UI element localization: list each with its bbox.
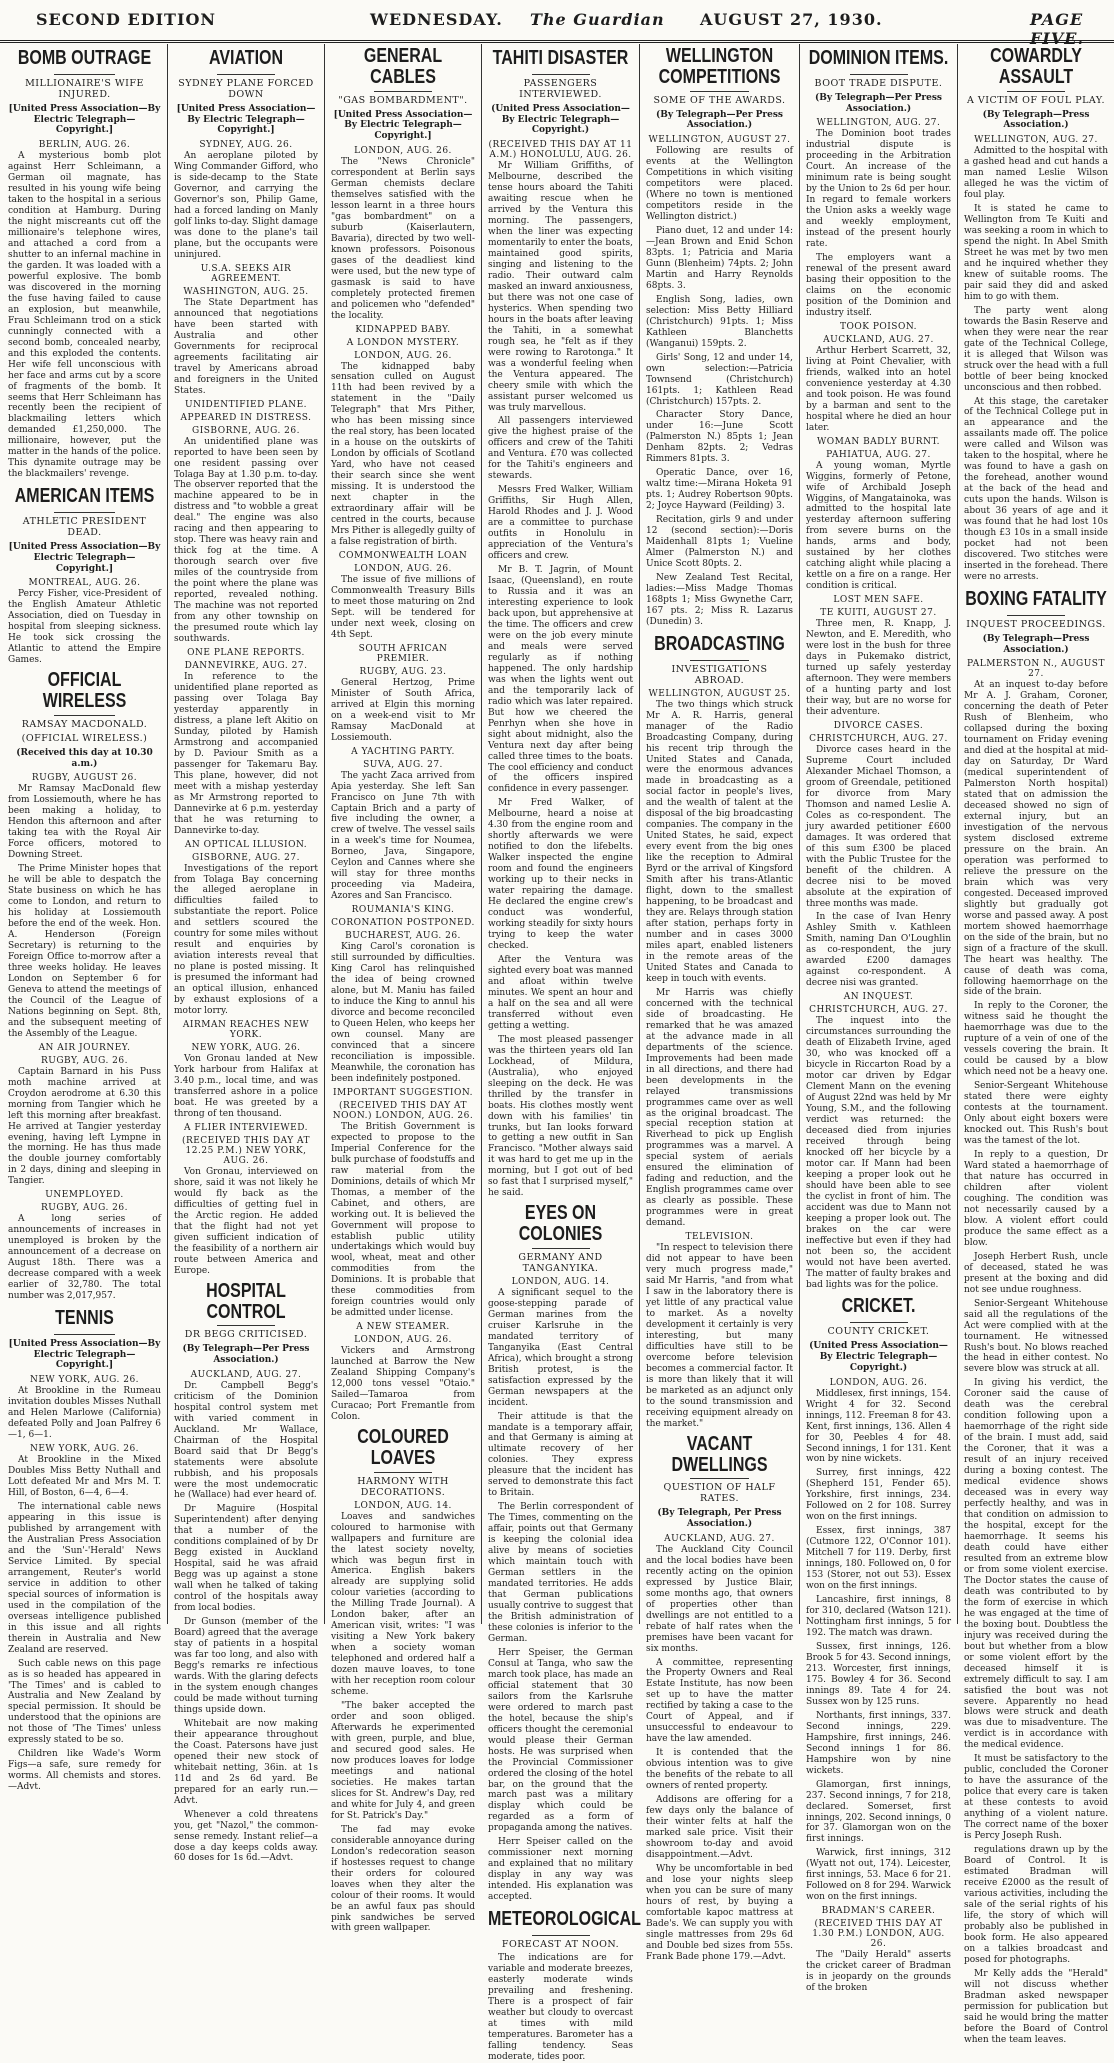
article-subhead: GERMANY AND TANGANYIKA. [518, 1251, 603, 1274]
article-paragraph: The fad may evoke considerable annoyance during London's redecoration season if hostesses request to change their orders for coloured loaves when they alter the colour of their rooms. It would be an awful faux pas should pink sandwiches be served with green wallpaper. [331, 1824, 475, 1934]
article-paragraph: Percy Fisher, vice-President of the English Amateur Athletic Association, died on Tuesday in hospital from sleeping sickness. He took sick crossing the Atlantic to attend the Empire Games. [8, 589, 161, 666]
dateline: TE KUITI, AUGUST 27. [820, 608, 937, 619]
article-headline: BROADCASTING [654, 633, 785, 655]
article-paragraph: Sussex, first innings, 126. Brook 5 for 43. Second innings, 213. Worcester, first innings, 175. Bowley 4 for 36. Second innings 89. Tate 4 for 24. Sussex won by 125 runs. [806, 1641, 951, 1707]
article-paragraph: Senior-Sergeant Whitehouse stated there were eighty contests at the tournament. Only about eight boxers were knocked out. This Rush's bout was the tamest of the lot. [964, 1081, 1108, 1147]
article-paragraph: The Dominion boot trades industrial dispute is proceeding in the Arbitration Court. An increase of the minimum rate is being sought by the Union to 2s 6d per hour. In regard to female workers the Union asks a weekly wage and weekly employment, instead of the present hourly rate. [806, 129, 951, 250]
article-paragraph: Children like Wade's Worm Figs—a safe, sure remedy for worms. All chemists and stores.—Advt. [8, 1749, 161, 1793]
dateline: GISBORNE, AUG. 26. [192, 425, 300, 436]
article [8, 669, 161, 1302]
article-paragraph: Mr Kelly adds the "Herald" will not discuss whether Bradman asked newspaper permission for publication but said he would bring the matter before the Board of Control when the team leaves. [964, 1968, 1108, 2045]
masthead [0, 0, 1114, 48]
article [964, 45, 1108, 583]
dateline: LONDON, AUG. 26. [354, 563, 452, 574]
article-paragraph: Warwick, first innings, 312 (Wyatt not out, 174). Leicester, first innings, 53. Mace 6 for 21. Followed on 8 for 294. Warwick won on the first innings. [806, 1848, 951, 1903]
wire-credit: (United Press Association—By Electric Telegraph—Copyright.) [809, 1341, 948, 1373]
dateline: LONDON, AUG. 26. [354, 1335, 452, 1346]
paper-title: The Guardian [530, 10, 665, 29]
dateline: AN AIR JOURNEY. [38, 1042, 131, 1053]
article-paragraph: Their attitude is that the mandate is a temporary affair, and that Germany is aiming at ultimate recovery of her colonies. They express pleasure that the incident has served to demonstrate this fact to Britain. [488, 1411, 633, 1499]
article-paragraph: The two things which struck Mr A. R. Harris, general manager of the Radio Broadcasting Company, during his recent trip through the United States and Canada, were the enormous advances made in broadcasting as a social factor in people's lives, and the wealth of talent at the disposal of the big broadcasting companies. The company in the United States, he said, expect every event from the big ones like the reception to Admiral Byrd or the arrival of Kingsford Smith after his trans-Atlantic flight, down to the smallest happening, to be broadcast and they are. Relays through station after station, perhaps forty in number and in cases 3000 miles apart, enabled listeners in the remote areas of the United States and Canada to keep in touch with events. [646, 699, 793, 984]
article [488, 1202, 633, 1903]
dateline: SYDNEY, AUG. 26. [199, 140, 293, 151]
article-paragraph: Character Story Dance, under 16:—June Scott (Palmerston N.) 85pts 1; Jean Denham 82pts. 2; Vedras Rimmers 81pts. 3. [646, 410, 793, 465]
article-subhead: BOOT TRADE DISPUTE. [814, 77, 943, 89]
column-5 [640, 44, 800, 1962]
article [174, 48, 318, 1277]
dateline: LOST MEN SAFE. [833, 595, 924, 606]
article-subhead: PASSENGERS INTERVIEWED. [519, 77, 602, 100]
article [488, 1908, 641, 2062]
dateline: APPEARED IN DISTRESS. [180, 412, 312, 423]
article [806, 48, 951, 1290]
article-paragraph: Vickers and Armstrong launched at Barrow the New Zealand Shipping Company's 12,000 tons vessel "Otaio." Sailed—Tamaroa from Curacao; Port Fremantle from Colon. [331, 1346, 475, 1423]
article [646, 45, 793, 628]
article-paragraph: Von Gronau, interviewed on shore, said it was not likely he would fly back as the difficulties of getting fuel in the Arctic region. He added that the flight had not yet given sufficient indication of the feasibility of a northern air route between America and Europe. [174, 1166, 318, 1276]
article-paragraph: The indications are for variable and moderate breezes, easterly moderate winds prevailing and freshening. There is a prospect of fair weather but cloudy to overcast at times with mild temperatures. Barometer has a falling tendency. Seas moderate, tides poor. [488, 1952, 633, 2062]
dateline: ONE PLANE REPORTS. [187, 648, 305, 658]
article-paragraph: In giving his verdict, the Coroner said the cause of death was the cerebral condition following upon a haemorrhage of the right side of the brain. I must add, said the Coroner, that it was a result of an injury received during a boxing contest. The medical evidence shows deceased was in every way perfectly healthy, and was in that condition on admission to the hospital, except for the haemorrhage. It seems his death could have either resulted from an extreme blow or from some violent exercise. The Doctor states the cause of death was contributed to by the form of exercise in which he was engaged at the time of the boxing bout. Doubtless the injury was received during the bout but whether from a blow or some violent effort by the deceased himself it is extremely difficult to say. I am satisfied the bout was not severe. Apparently no head blows were struck and death was due to misadventure. The verdict is in accordance with the medical evidence. [964, 1378, 1108, 1751]
article-paragraph: Surrey, first innings, 422 (Shepherd 151, Fender 65). Yorkshire, first innings, 234. Followed on 2 for 108. Surrey won on the first innings. [806, 1468, 951, 1523]
dateline: LONDON, AUG. 14. [354, 1500, 452, 1511]
article-paragraph: Middlesex, first innings, 154. Wright 4 for 32. Second innings, 112. Freeman 8 for 43. Kent, first innings, 136. Allen 4 for 30, Peebles 4 for 48. Second innings, 1 for 131. Kent won by nine wickets. [806, 1388, 951, 1465]
wire-credit: (Received this day at 10.30 a.m.) [16, 747, 153, 769]
wire-credit: (By Telegraph—Press Association.) [982, 633, 1090, 655]
wire-credit: (By Telegraph, Per Press Association.) [657, 1508, 782, 1530]
headline-rule [54, 74, 115, 75]
article-paragraph: Arthur Herbert Scarrett, 32, living at Point Chevalier, with friends, walked into an hotel convenience yesterday at 4.30 and took poison. He was found by a barman and sent to the hospital where he died an hour later. [806, 345, 951, 433]
article-subhead: A VICTIM OF FOUL PLAY. [967, 94, 1105, 106]
dateline: UNIDENTIFIED PLANE. [184, 399, 308, 410]
article-paragraph: General Hertzog, Prime Minister of South Africa, arrived at Elgin this morning on a week-end visit to Mr Ramsay MacDonald at Lossiemouth. [331, 677, 475, 743]
article-paragraph: An unidentified plane was reported to have been seen by one resident passing over Tolaga Bay at 1.30 p.m. to-day. The observer reported that the machine appeared to be in distress and "to wobble a great deal." The engine was also racing and then appearing to stop. There was heavy rain and thick fog at the time. A thorough search over five miles of the countryside from the point where the plane was reported, revealed nothing. The machine was not reported from any other township on the presumed route which lay southwards. [174, 436, 318, 645]
column-3 [325, 44, 482, 1934]
article-paragraph: In reply to a question, Dr Ward stated a haemorrhage of that nature has occurred in children after violent coughing. The condition was not necessarily caused by a blow. A violent effort could produce the same effect as a blow. [964, 1150, 1108, 1248]
article-paragraph: regulations drawn up by the Board of Control. It is estimated Bradman will receive £2000 as the result of various activities, including the sale of the serial rights of his life, the story of which will probably also be published in book form. He also appeared on a talkies broadcast and posed for photographs. [964, 1845, 1108, 1965]
article-headline: AVIATION [208, 47, 284, 69]
article-subhead: FORECAST AT NOON. [501, 1938, 620, 1950]
dateline: A LONDON MYSTERY. [346, 337, 460, 348]
issue-date: AUGUST 27, 1930. [700, 10, 883, 29]
article-paragraph: King Carol's coronation is still surrounded by difficulties. King Carol has relinquished the idea of being crowned alone, but M. Maniu has failed to induce the King to annul his divorce and become reconciled to Queen Helen, who keeps her own counsel. Many are convinced that a sincere reconciliation is impossible. Meanwhile, the coronation has been indefinitely postponed. [331, 942, 475, 1084]
article-paragraph: Herr Speiser, the German Consul at Tanga, who saw the march took place, has made an official statement that 30 sailors from the Karlsruhe were ordered to march past the hotel, because the ship's officers thought the ceremonial would please their German hosts. He was surprised when the Provincial Commissioner ordered the closing of the hotel bar, on the ground that the march past was a military display which could be regarded as a form of propaganda among the natives. [488, 1647, 633, 1834]
headline-rule [532, 1935, 590, 1936]
article-headline: TENNIS [55, 1307, 114, 1329]
dateline: PAHIATUA, AUG. 27. [826, 449, 931, 460]
article-paragraph: Mr Harris was chiefly concerned with the technical side of broadcasting. He remarked that he was amazed at the advance made in all departments of the science. Improvements had been made in all directions, and there had been developments in the relayed transmissions programmes came over as well as the original broadcast. The special reception station at Riverhead to pick up English programmes was a marvel. A special system of aerials ensured the elimination of fading and reduction, and the English programmes came over as clearly as possible. These programmes were in great demand. [646, 987, 793, 1229]
dateline: (RECEIVED THIS DAY AT 1.30 P.M.) LONDON, AUG. 26. [812, 1919, 945, 1950]
dateline: RUGBY, AUG. 26. [41, 1203, 128, 1214]
article-headline: HOSPITAL CONTROL [206, 1280, 286, 1323]
article-headline: COLOURED LOAVES [357, 1426, 449, 1469]
headline-rule [690, 660, 749, 661]
article-paragraph: Von Gronau landed at New York harbour from Halifax at 3.40 p.m., local time, and was transferred ashore in a police boat. He was greeted by a throng of ten thousand. [174, 1054, 318, 1119]
article-paragraph: The Auckland City Council and the local bodies have been recently acting on the opinion expressed by Justice Blair, some months ago, that owners of properties other than dwellings are not entitled to a rebate of half rates when the premises have been vacant for six months. [646, 1544, 793, 1654]
dateline: WELLINGTON, AUGUST 27. [648, 135, 791, 146]
dateline: TOOK POISON. [839, 321, 918, 332]
article [806, 1296, 951, 1994]
article [488, 48, 633, 1199]
article-paragraph: Following are results of events at the Wellington Competitions in which visiting competitors were placed. (Where no town is mentioned competitors reside in the Wellington district.) [646, 146, 793, 222]
article-paragraph: The issue of five millions of Commonwealth Treasury Bills to meet those maturing on 2nd Sept. will be tendered for under next week, closing on 4th Sept. [331, 574, 475, 640]
article-headline: WELLINGTON COMPETITIONS [658, 45, 781, 88]
column-4 [482, 44, 641, 2062]
article-paragraph: The most pleased passenger was the thirteen years old Ian Lockhead, of Mildura, (Australia), who enjoyed sleeping on the deck. He was thrilled by the transfer in boats. His clothes mostly went down with his families' tin trunks, but Ian looks forward to getting a new outfit in San Francisco. "Mother always said it was hard to get me up in the morning, but I got out of bed so fast that I surprised myself," he said. [488, 1034, 633, 1199]
article-paragraph: The international cable news appearing in this issue is published by arrangement with the Australian Press Association and the 'Sun'-'Herald' News Service Limited. By special arrangement, Reuter's world service in addition to other special sources of information is used in the compilation of the overseas intelligence published in this issue and all rights therein in Australia and New Zealand are reserved. [8, 1502, 161, 1655]
dateline: CORONATION POSTPONED. [331, 918, 475, 929]
article-paragraph: Herr Speiser called on the commissioner next morning and explained that no military display in any way was intended. His explanation was accepted. [488, 1837, 633, 1903]
article-paragraph: Why be uncomfortable in bed and lose your nights sleep when you can be sure of many hours of rest, by buying a comfortable kapoc mattress at Bade's. We can supply you with single mattresses from 29s 6d and Double bed sizes from 55s. Frank Bade phone 179.—Advt. [646, 1863, 793, 1962]
dateline: TELEVISION. [685, 1232, 754, 1243]
dateline: A YACHTING PARTY. [351, 746, 455, 757]
article-paragraph: In reply to the Coroner, the witness said he thought the haemorrhage was due to the rupture of a vein of one of the vessels covering the brain. It could be caused by a blow which need not be a heavy one. [964, 1001, 1108, 1078]
page-number: PAGE FIVE. [1030, 10, 1085, 48]
dateline: WELLINGTON, AUGUST 25. [648, 688, 791, 699]
article-paragraph: In reference to the unidentified plane reported as passing over Tolaga Bay yesterday apparently in distress, a plane left Akitio on Sunday, piloted by Hamish Armstrong and accompanied by D. Paviour Smith as a passenger for Takemaru Bay. This plane, however, did not meet with a mishap yesterday as Mr Armstrong reported to Dannevirke at 6 p.m. yesterday that he was returning to Dannevirke to-day. [174, 672, 318, 836]
dateline: NEW YORK, AUG. 26. [29, 1375, 140, 1386]
article-headline: DOMINION ITEMS. [808, 47, 949, 69]
article-paragraph: At Brookline in the Rumeau invitation doubles Misses Nuthall and Helen Marlowe (California) defeated Polly and Joan Palfrey 6—1, 6—1. [8, 1386, 161, 1441]
dateline: RUGBY, AUG. 23. [359, 666, 447, 677]
article-paragraph: Recitation, girls 9 and under 12 (second section):—Doris Maidenhall 81pts 1; Vueline Almer (Palmerston N.) and Unice Scott 80pts. 2. [646, 515, 793, 570]
article-paragraph: Whenever a cold threatens you, get "Nazol," the common-sense remedy. Instant relief—a dose a day keeps colds away. 60 doses for 1s 6d.—Advt. [174, 1809, 318, 1864]
edition-label: SECOND EDITION [36, 10, 216, 29]
dateline: WELLINGTON, AUG. 27. [974, 135, 1098, 146]
article [331, 1426, 475, 1934]
article-paragraph: Whitebait are now making their appearance throughout the Coast. Patersons have just opened their new stock of whitebait netting, 36in. at 1s 11d and 2s 6d yard. Be prepared for an early run.—Advt. [174, 1718, 318, 1806]
dateline: DIVORCE CASES. [833, 720, 924, 731]
article-subhead: "GAS BOMBARDMENT". [338, 94, 468, 106]
dateline: RUGBY, AUG. 26. [41, 1055, 128, 1066]
article-headline: GENERAL CABLES [363, 45, 443, 88]
dateline: KIDNAPPED BABY. [355, 324, 451, 335]
article-paragraph: Messrs Fred Walker, William Griffiths, Sir Hugh Allen, Harold Rhodes and J. J. Wood are a committee to purchase outfits in Honolulu in appreciation of the Ventura's officers and crew. [488, 485, 633, 562]
dateline: U.S.A. SEEKS AIR AGREEMENT. [200, 263, 292, 284]
column-6 [800, 44, 958, 1994]
headline-rule [850, 1322, 908, 1323]
article-paragraph: The yacht Zaca arrived from Apia yesterday. She left San Francisco on June 7th with Captain Brich and a party of five including the owner, a crew of twelve. The vessel sails in a week's time for Noumea, Borneo, Java, Singapore, Ceylon and Cannes where she will stay for three months proceeding via Madeira, Azores and San Francisco. [331, 770, 475, 902]
wire-credit: (By Telegraph—Per Press Association.) [656, 109, 783, 131]
dateline: AIRMAN REACHES NEW YORK. [182, 1020, 310, 1041]
dateline: RUGBY, AUGUST 26. [31, 773, 138, 784]
headline-rule [850, 74, 908, 75]
article-paragraph: The inquest into the circumstances surrounding the death of Elizabeth Irvine, aged 30, who was knocked off a bicycle in Riccarton Road by a motor car driven by Edgar Clement Mann on the evening of August 22nd was held by Mr Young, S.M., and the following verdict was returned: the deceased died from injuries received through being knocked off her bicycle by a motor car. If Mann had been keeping a proper look out he should have been able to see the cyclist in front of him. The accident was due to Mann not keeping a proper look out. The brakes on the car were ineffective but even if they had not been so, the accident would not have been averted. The matter of faulty brakes and bad lights was for the police. [806, 1016, 951, 1290]
dateline: WASHINGTON, AUG. 25. [183, 286, 309, 297]
article-subhead: COUNTY CRICKET. [827, 1326, 930, 1338]
article-headline: BOMB OUTRAGE [17, 47, 152, 69]
dateline: CHRISTCHURCH, AUG. 27. [809, 733, 948, 744]
article-paragraph: The party went along towards the Basin Reserve and when they were near the rear gate of the Technical College, it is alleged that Wilson was struck over the head with a full bottle of beer being knocked unconscious and then robbed. [964, 305, 1108, 393]
article-paragraph: Dr Gunson (member of the Board) agreed that the average stay of patients in a hospital was far too long, and also with Begg's remarks re infectious wards. With the glaring defects in the system enough changes could be made without turning things upside down. [174, 1617, 318, 1715]
article-subhead: SYDNEY PLANE FORCED DOWN [178, 77, 314, 100]
article-headline: OFFICIAL WIRELESS [42, 669, 127, 713]
dateline: NEW YORK, AUG. 26. [29, 1444, 140, 1455]
article-paragraph: The Prime Minister hopes that he will be able to despatch the State business on which he has come to London, and return to his holiday at Lossiemouth before the end of the week. Hon. A. Henderson (Foreign Secretary) is returning to the Foreign Office to-morrow after a three weeks holiday. He leaves London on September 6 for Geneva to attend the meetings of the Council of the League of Nations beginning on Sept. 8th, and the subsequent meeting of the Assembly of the League. [8, 864, 161, 1039]
article [331, 45, 475, 1423]
article-subhead: (OFFICIAL WIRELESS.) [21, 732, 148, 744]
article-headline: METEOROLOGICAL [488, 1908, 641, 1931]
dateline: (RECEIVED THIS DAY AT NOON.) LONDON, AUG. 26. [332, 1100, 474, 1121]
article-paragraph: Admitted to the hospital with a gashed head and cut hands a man named Leslie Wilson alleged he was the victim of foul play. [964, 146, 1108, 201]
article-paragraph: A committee, representing the Property Owners and Real Estate Institute, has now been set up to have the matter rectified by taking a case to the Court of Appeal, and if unsuccessful to endeavour to have the law amended. [646, 1657, 793, 1745]
wire-credit: (By Telegraph—Per Press Association.) [182, 1344, 310, 1365]
article [174, 1280, 318, 1865]
article-paragraph: A young woman, Myrtle Wiggins, formerly of Petone, wife of Archibald Joseph Wiggins, of Mangatainoka, was admitted to the hospital late yesterday afternoon suffering from severe burns on the hands, arms and body, sustained by her clothes catching alight while placing a kettle on a fire on a range. Her condition is critical. [806, 460, 951, 592]
article-paragraph: Addisons are offering for a few days only the balance of their winter felts at half the marked sale price. Visit their showroom to-day and avoid disappointment.—Advt. [646, 1795, 793, 1860]
article-paragraph: Dr. Campbell Begg's criticism of the Dominion hospital control system met with varied comment in Auckland. Mr Wallace, Chairman of the Hospital Board said that Dr Begg's statements were absolute rubbish, and his proposals were the most undemocratic he (Wallace) had ever heard of. [174, 1380, 318, 1501]
article-paragraph: It must be satisfactory to the public, concluded the Coroner to have the assurance of the police that every care is taken at these contests to avoid anything of a violent nature. The correct name of the boxer is Percy Joseph Rush. [964, 1754, 1108, 1842]
dateline: AN INQUEST. [843, 992, 914, 1003]
article [646, 1433, 793, 1963]
day-label: WEDNESDAY. [370, 10, 503, 29]
dateline: MONTREAL, AUG. 26. [28, 578, 141, 589]
article-paragraph: The kidnapped baby sensation culled on August 11th had been revived by a statement in the "Daily Telegraph" that Mrs Pither, who has been missing since the real story, has been located in a house on the outskirts of London by officials of Scotland Yard, who have not ceased their search since she went missing. It is understood the next chapter in the extraordinary affair will be centred in the courts, because Mrs Pither is allegedly guilty of a false registration of birth. [331, 361, 475, 548]
article-paragraph: Mr B. T. Jagrin, of Mount Isaac, (Queensland), en route to Russia and it was an interesting experience to look back upon, but apprehensive at the time. The officers and crew were on the job every minute and meals were served regularly as if nothing happened. The only hardship was when the lights went out and the temporarily lack of radio which was later repaired. But how we cheered the Penrhyn when she hove in sight about midnight, also the Ventura next day after being called three times to the boats. The cool efficiency and conduct of the officers inspired confidence in every passenger. [488, 565, 633, 795]
column-7 [958, 44, 1114, 2045]
article-paragraph: "The baker accepted the order and soon obliged. Afterwards he experimented with green, purple, and blue, and secured good sales. He now produces loaves for lodge meetings and national societies. He makes tartan slices for St. Andrew's Day, red and white for July 4, and green for St. Patrick's Day." [331, 1701, 475, 1821]
headline-rule [54, 1334, 115, 1335]
article-paragraph: Investigations of the report from Tolaga Bay concerning the alleged aeroplane in difficulties failed to substantiate the report. Police and settlers scoured the country for some miles without result and enquiries by aviation interests reveal that no plane is posted missing. It is presumed the informant had an optical illusion, enhanced by exhaust explosions of a motor lorry. [174, 863, 318, 1017]
article-subhead: DR BEGG CRITICISED. [184, 1329, 308, 1341]
dateline: BERLIN, AUG. 26. [38, 140, 131, 151]
article-subhead: INVESTIGATIONS ABROAD. [671, 663, 768, 686]
wire-credit: (By Telegraph—Press Association.) [982, 109, 1090, 131]
dateline: NEW YORK, AUG. 26. [191, 1043, 301, 1054]
dateline: SOUTH AFRICAN PREMIER. [358, 643, 448, 664]
article-paragraph: The Berlin correspondent of The Times, commenting on the affair, points out that Germany is keeping the colonial idea alive by means of societies which maintain touch with German settlers in the mandated territories. He adds that German publications usually contrive to suggest that the British administration of these colonies is inferior to the German. [488, 1502, 633, 1644]
dateline: (RECEIVED THIS DAY AT 12.25 P.M.) NEW YORK, AUG. 26. [181, 1135, 311, 1166]
article-paragraph: At an inquest to-day before Mr A. J. Graham, Coroner, concerning the death of Peter Rush of Blenheim, who collapsed during the boxing tournament on Friday evening and died at the hospital at mid-day on Saturday, Dr Ward (medical superintendent of Palmerston North hospital) stated that on admission the deceased showed no sign of external injury, but an investigation of the nervous system disclosed extreme pressure on the brain. An operation was performed to relieve the pressure on the brain which was very congested. Deceased improved slightly but gradually got worse and passed away. A post mortem showed haemorrhage on the side of the brain, but no sign of a fracture of the skull. The heart was healthy. The cause of death was coma, following haemorrhage on the side of the brain. [964, 680, 1108, 998]
dateline: DANNEVIRKE, AUG. 27. [184, 661, 308, 671]
article-subhead: RAMSAY MACDONALD. [21, 718, 148, 730]
wire-credit: [United Press Association—By Electric Telegraph—Copyright.] [333, 109, 473, 142]
wire-credit: [United Press Association—By Electric Telegraph—Copyright.] [8, 542, 161, 574]
article [8, 486, 161, 666]
article-paragraph: A significant sequel to the goose-stepping parade of German marines from the cruiser Karlsruhe in the mandated territory of Tanganyika (East Central Africa), which brought a strong British protest, is the satisfaction expressed by the German newspapers at the incident. [488, 1287, 633, 1408]
article-paragraph: Essex, first innings, 387 (Cutmore 122, O'Connor 101). Mitchell 7 for 119. Derby, first innings, 180. Followed on, 0 for 153 (Storer, not out 53). Essex won on the first innings. [806, 1526, 951, 1592]
dateline: WOMAN BADLY BURNT. [816, 436, 940, 447]
dateline: AUCKLAND, AUG. 27. [823, 334, 934, 345]
dateline: GISBORNE, AUG. 27. [192, 852, 300, 863]
article-paragraph: At this stage, the caretaker of the Technical College put in an appearance and the assailants made off. The police were called and Wilson was taken to the hospital, where he was found to have a gash on the forehead, another wound at the back of the head and cuts upon the hands. Wilson is about 36 years of age and it was found that he had lost 10s though £3 10s in a small inside pocket had not been discovered. Two stitches were inserted in the forehead. There were no arrests. [964, 396, 1108, 582]
dateline: UNEMPLOYED. [45, 1190, 124, 1201]
wire-credit: [United Press Association—By Electric Telegraph—Copyright.] [176, 103, 316, 136]
article-headline: CRICKET. [841, 1296, 916, 1318]
article-paragraph: "In respect to television there did not appear to have been very much progress made," said Mr Harris, "and from what I saw in the laboratory there is yet little of any practical value to market. As a novelty development it certainly is very interesting, but many difficulties have still to be overcome before television becomes a commercial factor. It is more than likely that it will be marketed as an adjunct only to the sound transmission and receiving equipment already on the market." [646, 1243, 793, 1429]
article-paragraph: Northants, first innings, 337. Second innings, 229. Hampshire, first innings, 246. Second innings 1 for 86. Hampshire won by nine wickets. [806, 1710, 951, 1776]
article-paragraph: Senior-Sergeant Whitehouse said all the regulations of the Act were complied with at the tournament. He witnessed Rush's bout. No blows reached the head in either contest. No severe blow was struck at all. [964, 1298, 1108, 1375]
article-paragraph: The State Department has announced that negotiations have been started with Australia and other Governments for reciprocal agreements facilitating air travel by Americans abroad and foreigners in the United States. [174, 297, 318, 396]
dateline: ROUMANIA'S KING. [351, 905, 455, 916]
article-paragraph: Mr Fred Walker, of Melbourne, heard a noise at 4.30 from the engine room and shortly afterwards we were notified to don the lifebelts. Walker inspected the engine room and found the engineers working up to their necks in water repairing the damage. He declared the engine crew's conduct was wonderful, working steadily for sixty hours trying to keep the water checked. [488, 798, 633, 951]
column-2 [168, 44, 325, 1864]
article-subhead: SOME OF THE AWARDS. [653, 94, 786, 106]
article-paragraph: Three men, R. Knapp, J. Newton, and E. Meredith, who were lost in the bush for three days in Pukemako district, turned up safely yesterday afternoon. They were members of a hunting party and lost their way, but are no worse for their adventure. [806, 619, 951, 717]
article-paragraph: Lancashire, first innings, 8 for 310, declared (Watson 121). Nottingham first innings, 5 for 192. The match was drawn. [806, 1595, 951, 1639]
article [8, 1308, 161, 1793]
dateline: (RECEIVED THIS DAY AT 11 A.M.) HONOLULU, AUG. 26. [488, 140, 633, 161]
article-paragraph: A mysterious bomb plot against Herr Schleimann, a German oil magnate, has resulted in his young wife being taken to the hospital in a serious condition at Hamburg. During the night miscreants cut off the millionaire's telephone wires, and attached a cord from a shutter to an infernal machine in the garden. It was loaded with a powerful explosive. The bomb was discovered in the morning the fuse having failed to cause an explosion, but meanwhile, Frau Schleimann trod on a stick cunningly connected with a second bomb, concealed nearby, and this exploded the contents. Her wife fell unconscious with her face and arms cut by a score of fragments of the bomb. It seems that Herr Schleimann has recently been the recipient of blackmailing letters which demanded £1,250,000. The millionaire, however, put the matter in the hands of the police. This dynamite outrage may be the blackmailers' revenge. [8, 151, 161, 480]
article-subhead: ATHLETIC PRESIDENT DEAD. [22, 516, 147, 539]
headline-rule [532, 74, 590, 75]
article-paragraph: It is contended that the obvious intention was to give the benefits of the rebate to all owners of rented property. [646, 1748, 793, 1792]
dateline: SUVA, AUG. 27. [363, 759, 443, 770]
dateline: AUCKLAND, AUG. 27. [190, 1369, 302, 1380]
dateline: AUCKLAND, AUG. 27. [664, 1533, 775, 1544]
article-paragraph: Joseph Herbert Rush, uncle of deceased, stated he was present at the boxing and did not see undue roughness. [964, 1251, 1108, 1295]
article-paragraph: In the case of Ivan Henry Ashley Smith v. Kathleen Smith, naming Dan O'Loughlin as co-respondent, the jury awarded £200 damages against co-respondent. A decree nisi was granted. [806, 912, 951, 989]
article-paragraph: Divorce cases heard in the Supreme Court included Alexander Michael Thomson, a groom of Greendale, petitioned for divorce from Mary Thomson and named Leslie A. Coles as co-respondent. The jury awarded petitioner £600 damages. It was ordered that of this sum £300 be placed with the Public Trustee for the benefit of the children. A decree nisi to be moved absolute at the expiration of three months was made. [806, 744, 951, 909]
article-paragraph: Mr William Griffiths, of Melbourne, described the tense hours aboard the Tahiti awaiting rescue when he arrived by the Ventura this morning. The passengers, when the liner was expecting momentarily to enter the boats, maintained good spirits, singing and listening to the radio. Their outward calm masked an inward anxiousness, but there was not one case of hysterics. When spending two hours in the boats after leaving the Tahiti, in a somewhat rough sea, he "felt as if they were rowing to Rarotonga." It was a wonderful feeling when the Ventura appeared. The cheery smile with which the assistant purser welcomed us was truly marvellous. [488, 161, 633, 413]
dateline: LONDON, AUG. 26. [354, 350, 452, 361]
article-paragraph: The "News Chronicle" correspondent at Berlin says German chemists declare themselves satisfied with the lesson learnt in a three hours "gas bombardment" on a suburb (Kaiserlautern, Bavaria), directed by two well-known professors. Poisonous gases of the deadliest kind were used, but the new type of gasmask is said to have completely protected firemen and policemen who "defended" the locality. [331, 156, 475, 321]
dateline: PALMERSTON N., AUGUST 27. [967, 659, 1105, 680]
article-paragraph: New Zealand Test Recital, ladies:—Miss Madge Thomas 168pts 1; Miss Gwynethe Carr, 167 pts. 2; Miss R. Lazarus (Dunedin) 3. [646, 573, 793, 627]
article [964, 589, 1108, 2046]
headline-rule [217, 74, 275, 75]
dateline: BUCHAREST, AUG. 26. [345, 931, 461, 942]
article-paragraph: Loaves and sandwiches coloured to harmonise with wallpapers and furniture are the latest society novelty, which was begun first in America. English bakers already are supplying solid colour varieties (according to the Milling Trade Journal). A London baker, after an American visit, writes: "I was visiting a New York bakery when a society woman telephoned and ordered half a dozen mauve loaves, to tone with her reception room colour scheme. [331, 1511, 475, 1698]
article-paragraph: An aeroplane piloted by Wing Commander Gifford, who is side-decamp to the State Governor, and carrying the Governor's son, Philip Game, had a forced landing on Manly golf links to-day. Slight damage was done to the plane's tail plane, but the occupants were uninjured. [174, 151, 318, 260]
dateline: A NEW STEAMER. [356, 1322, 450, 1333]
article-headline: COWARDLY ASSAULT [990, 45, 1082, 88]
article-paragraph: Dr Maguire (Hospital Superintendent) after denying that a number of the conditions complained of by Dr Begg existed in Auckland Hospital, said he was afraid Begg was up against a stone wall when he talked of taking control of the hospitals away from local bodies. [174, 1504, 318, 1614]
article-paragraph: Girls' Song, 12 and under 14, own selection:—Patricia Townsend (Christchurch) 161pts. 1; Kathleen Read (Christchurch) 157pts. 2. [646, 352, 793, 407]
article-paragraph: All passengers interviewed give the highest praise of the officers and crew of the Tahiti and Ventura. £70 was collected for the Tahiti's engineers and stewards. [488, 416, 633, 482]
dateline: BRADMAN'S CAREER. [821, 1906, 936, 1917]
dateline: LONDON, AUG. 14. [511, 1276, 610, 1287]
wire-credit: (United Press Association—By Electric Telegraph—Copyright.) [491, 103, 630, 136]
dateline: AN OPTICAL ILLUSION. [184, 839, 308, 850]
headline-rule [1007, 615, 1065, 616]
article [8, 48, 161, 480]
article [646, 634, 793, 1430]
article-subhead: QUESTION OF HALF RATES. [663, 1482, 776, 1505]
article-paragraph: It is stated he came to Wellington from Te Kuiti and was seeking a room in which to spend the night. In Abel Smith Street he was met by two men and he inquired whether they knew of suitable rooms. The pair said they did and asked him to go with them. [964, 204, 1108, 302]
article-paragraph: Glamorgan, first innings, 237. Second innings, 7 for 218, declared. Somerset, first innings, 202. Second innings, 0 for 37. Glamorgan won on the first innings. [806, 1779, 951, 1845]
dateline: LONDON, AUG. 26. [829, 1377, 928, 1388]
column-1 [2, 44, 168, 1793]
dateline: LONDON, AUG. 26. [354, 145, 452, 156]
article-paragraph: Operatic Dance, over 16, waltz time:—Mirana Hoketa 91 pts. 1; Audrey Robertson 90pts. 2; Joyce Hayward (Feilding) 3. [646, 468, 793, 512]
headline-rule [54, 512, 115, 513]
dateline: WELLINGTON, AUG. 27. [816, 118, 941, 129]
article-paragraph: Piano duet, 12 and under 14:—Jean Brown and Enid Schon 83pts. 1; Patricia and Maria Gunn (Blenheim) 74pts. 2; John Martin and Harry Reynolds 68pts. 3. [646, 225, 793, 291]
article-subhead: INQUEST PROCEEDINGS. [966, 618, 1106, 630]
dateline: IMPORTANT SUGGESTION. [332, 1087, 474, 1098]
dateline: COMMONWEALTH LOAN [338, 550, 468, 561]
article-paragraph: A long series of announcements of increases in unemployed is broken by the announcement of a decrease on August 18th. There was a decrease compared with a week earlier of 32,780. The total number was 2,017,957. [8, 1214, 161, 1302]
article-paragraph: English Song, ladies, own selection: Miss Betty Hilliard (Christchurch) 91pts. 1; Miss Kathleen Blanchetts (Wanganui) 159pts. 2. [646, 294, 793, 349]
article-subhead: HARMONY WITH DECORATIONS. [357, 1475, 449, 1498]
dateline: A FLIER INTERVIEWED. [183, 1122, 308, 1133]
article-paragraph: Mr Ramsay MacDonald flew from Lossiemouth, where he has been making a holiday, to Hendon this afternoon and after taking tea with the Royal Air Force officers, motored to Downing Street. [8, 784, 161, 861]
wire-credit: (By Telegraph—Per Press Association.) [815, 92, 942, 114]
article-headline: AMERICAN ITEMS [14, 485, 155, 508]
article-headline: BOXING FATALITY [965, 588, 1107, 610]
dateline: CHRISTCHURCH, AUG. 27. [809, 1005, 948, 1016]
wire-credit: [United Press Association—By Electric Telegraph—Copyright.] [8, 103, 161, 136]
article-paragraph: The employers want a renewal of the present award basing their opposition to the claims on the economic position of the Dominion and industry itself. [806, 253, 951, 318]
article-paragraph: At Brookline in the Mixed Doubles Miss Betty Nuthall and Lott defeated Mr and Mrs M. T. Hill, of Boston, 6—4, 6—4. [8, 1455, 161, 1499]
article-headline: VACANT DWELLINGS [671, 1433, 768, 1476]
article-headline: EYES ON COLONIES [518, 1202, 603, 1246]
article-paragraph: Such cable news on this page as is so headed has appeared in 'The Times' and is cabled to Australia and New Zealand by special permission. It should be understood that the opinions are not those of 'The Times' unless expressly stated to be so. [8, 1658, 161, 1746]
article-paragraph: The British Government is expected to propose to the Imperial Conference for the bulk purchase of foodstuffs and raw material from the Dominions, details of which Mr Thomas, a member of the Cabinet, and others, are working out. It is believed the Government will propose to establish public utility undertakings which would buy wool, wheat, meat and other commodities from the Dominions. It is probable that these commodities from foreign countries would only be admitted under license. [331, 1121, 475, 1319]
article-paragraph: Captain Barnard in his Puss moth machine arrived at Croydon aerodrome at 6.30 this morning from Tangier which he left this morning after breakfast. He arrived at Tangier yesterday evening, having left Lympne in the morning. He has thus made the double journey comfortably in 2 days, dining and sleeping in Tangier. [8, 1066, 161, 1187]
article-paragraph: After the Ventura was sighted every boat was manned and afloat within twelve minutes. We spent an hour and a half on the sea and all were transferred without even getting a wetting. [488, 954, 633, 1031]
wire-credit: [United Press Association—By Electric Telegraph—Copyright.] [8, 1338, 161, 1371]
article-subhead: MILLIONAIRE'S WIFE INJURED. [25, 77, 144, 100]
article-headline: TAHITI DISASTER [492, 47, 629, 69]
article-paragraph: The "Daily Herald" asserts the cricket career of Bradman is in jeopardy on the grounds of the broken [806, 1950, 951, 1994]
